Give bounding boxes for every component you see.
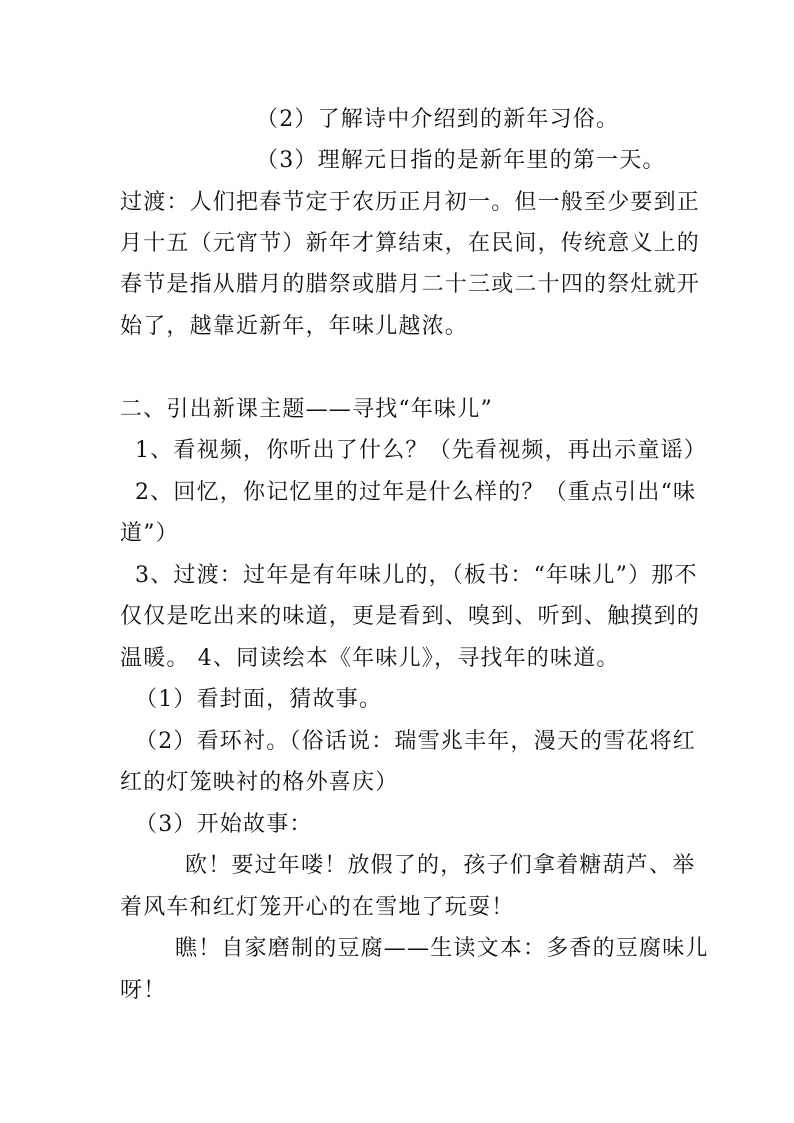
- story-paragraph-1-line-2: 着风车和红灯笼开心的在雪地了玩耍！: [120, 895, 515, 920]
- step-3-line-3: 温暖。 4、同读绘本《年味儿》，寻找年的味道。: [120, 646, 620, 671]
- objective-2: （2）了解诗中介绍到的新年习俗。: [256, 107, 620, 132]
- story-paragraph-2-line-2: 呀！: [120, 978, 167, 1003]
- sub-step-3: （3）开始故事：: [135, 812, 313, 837]
- step-2-line-2: 道”）: [120, 521, 179, 546]
- transition-paragraph-line-2: 月十五（元宵节）新年才算结束，在民间，传统意义上的: [120, 231, 701, 256]
- story-paragraph-1-line-1: 欧！要过年喽！放假了的，孩子们拿着糖葫芦、举: [185, 853, 696, 878]
- objective-3: （3）理解元日指的是新年里的第一天。: [256, 148, 666, 173]
- transition-paragraph-line-4: 始了，越靠近新年，年味儿越浓。: [120, 314, 469, 339]
- sub-step-2-line-1: （2）看环衬。（俗话说：瑞雪兆丰年，漫天的雪花将红: [135, 729, 696, 754]
- transition-paragraph-line-1: 过渡：人们把春节定于农历正月初一。但一般至少要到正: [120, 190, 701, 215]
- step-3-line-1: 3、过渡：过年是有年味儿的，（板书：“年味儿”）那不: [135, 563, 698, 588]
- sub-step-1: （1）看封面，猜故事。: [135, 687, 383, 712]
- sub-step-2-line-2: 红的灯笼映衬的格外喜庆）: [120, 770, 399, 795]
- transition-paragraph-line-3: 春节是指从腊月的腊祭或腊月二十三或二十四的祭灶就开: [120, 272, 701, 297]
- step-2-line-1: 2、回忆，你记忆里的过年是什么样的？（重点引出“味: [135, 480, 697, 505]
- story-paragraph-2-line-1: 瞧！自家磨制的豆腐——生读文本：多香的豆腐味儿: [175, 936, 709, 961]
- section-heading: 二、引出新课主题——寻找“年味儿”: [120, 397, 493, 422]
- step-3-line-2: 仅仅是吃出来的味道，更是看到、嗅到、听到、触摸到的: [120, 604, 701, 629]
- step-1: 1、看视频，你听出了什么？（先看视频，再出示童谣）: [135, 438, 707, 463]
